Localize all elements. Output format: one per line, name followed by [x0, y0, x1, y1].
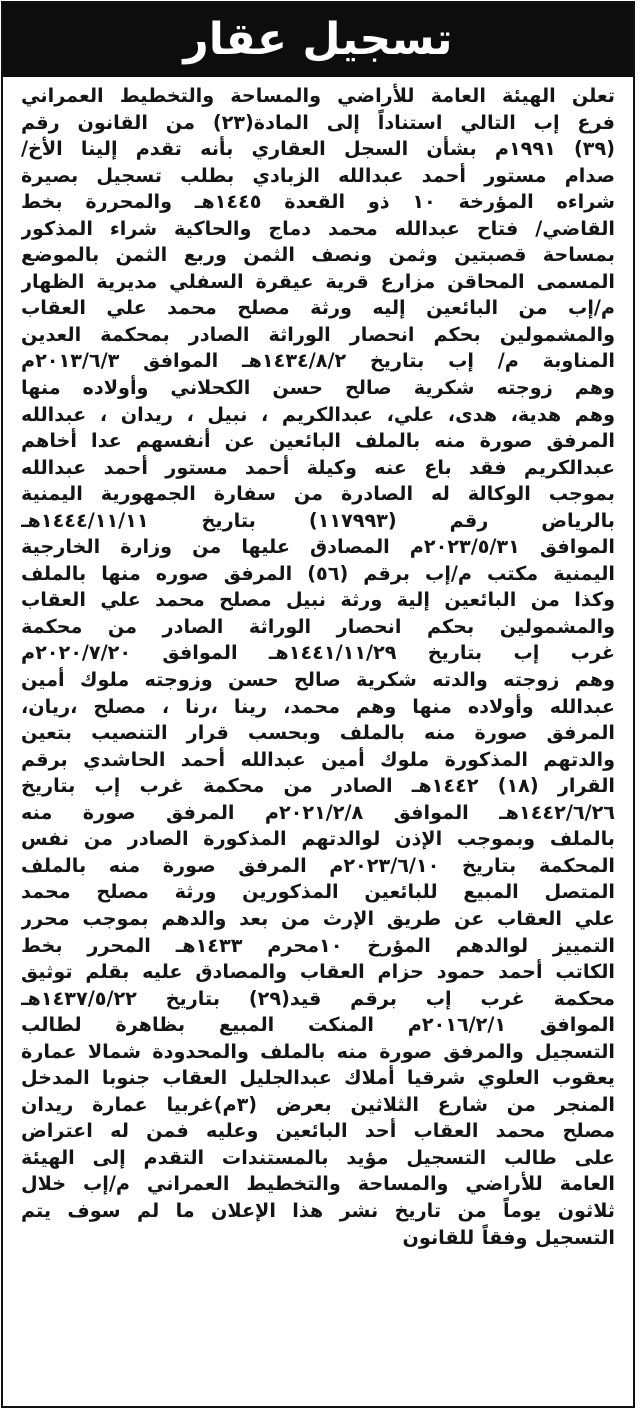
- notice-line: العامة للأراضي والمساحة والتخطيط العمراني م/إب خلال: [21, 1172, 615, 1196]
- notice-line: شراءه المؤرخة ١٠ ذو القعدة ١٤٤٥هـ والمحررة بخط: [21, 190, 615, 214]
- notice-line: المرفق صورة منه بالملف البائعين عن أنفسهم عدا أخاهم: [21, 429, 615, 453]
- notice-line: اليمنية مكتب م/إب برقم (٥٦) المرفق صوره منها بالملف: [21, 561, 615, 585]
- notice-line: غرب إب بتاريخ ١٤٤١/١١/٢٩هـ الموافق ٢٠٢٠/٧/٢٠م: [21, 641, 615, 665]
- notice-line: وهم زوجته شكرية صالح حسن الكحلاني وأولاده منها: [21, 376, 615, 400]
- notice-line: التسجيل والمرفق صورة منه بالملف والمحدودة شمالا عمارة: [21, 1039, 615, 1063]
- notice-line: الكاتب أحمد حمود حزام العقاب والمصادق عليه بقلم توثيق: [21, 960, 615, 984]
- notice-frame: [1, 1, 635, 1408]
- notice-line: المرفق صورة منه بالملف وبحسب قرار التنصيب بتعين: [21, 721, 615, 745]
- notice-line: المناوبة م/ إب بتاريخ ١٤٣٤/٨/٢هـ الموافق ٢٠١٣/٦/٣م: [21, 349, 615, 373]
- title-banner: [3, 3, 633, 77]
- notice-line: يعقوب العلوي شرقيا أملاك عبدالجليل العقاب جنوبا المدخل: [21, 1066, 615, 1090]
- notice-line: والدتهم المذكورة ملوك أمين عبدالله أحمد الحاشدي برقم: [21, 747, 615, 771]
- notice-line: وهم هدية، هدى، علي، عبدالكريم ، نبيل ، ريدان ، عبدالله: [21, 402, 615, 426]
- notice-line: بمساحة قصبتين وثمن ونصف الثمن وربع الثمن بالموضع: [21, 243, 615, 267]
- notice-line: عبدالكريم فقد باع عنه وكيلة أحمد مستور أحمد عبدالله: [21, 455, 615, 479]
- notice-line: القرار (١٨) ١٤٤٢هـ الصادر من محكمة غرب إب بتاريخ: [21, 774, 615, 798]
- notice-title: تسجيل عقار: [183, 14, 453, 65]
- notice-line: بموجب الوكالة له الصادرة من سفارة الجمهورية اليمنية: [21, 482, 615, 506]
- notice-body: [21, 83, 615, 1400]
- notice-line: ١٤٤٢/٦/٢٦هـ الموافق ٢٠٢١/٢/٨م المرفق صورة منه: [21, 800, 615, 824]
- notice-line: الموافق ٢٠٢٣/٥/٣١م المصادق عليها من وزارة الخارجية: [21, 535, 615, 559]
- notice-line: الموافق ٢٠١٦/٢/١م المنكت المبيع بظاهرة لطالب: [21, 1013, 615, 1037]
- notice-line: وهم زوجته والدته شكرية صالح حسن وزوجته ملوك أمين: [21, 668, 615, 692]
- notice-line: القاضي/ فتاح عبدالله محمد دماج والحاكية شراء المذكور: [21, 216, 615, 240]
- notice-line: صدام مستور أحمد عبدالله الزبادي بطلب تسجيل بصيرة: [21, 163, 615, 187]
- notice-line: (٣٩) ١٩٩١م بشأن السجل العقاري بأنه تقدم إلينا الأخ/: [21, 137, 615, 161]
- notice-line: المتصل المبيع للبائعين المذكورين ورثة مصلح محمد: [21, 880, 615, 904]
- notice-line: بالملف وبموجب الإذن لوالدتهم المذكورة الصادر من نفس: [21, 827, 615, 851]
- notice-line: تعلن الهيئة العامة للأراضي والمساحة والتخطيط العمراني: [21, 84, 615, 107]
- notice-line: علي العقاب عن طريق الإرث من بعد والدهم بموجب محرر: [21, 906, 615, 930]
- notice-line: بالرياض رقم (١١٧٩٩٣) بتاريخ ١٤٤٤/١١/١١هـ: [21, 508, 615, 532]
- notice-line: فرع إب التالي استناداً إلى المادة(٢٣) من القانون رقم: [21, 110, 615, 134]
- notice-line: ثلاثون يوماً من تاريخ نشر هذا الإعلان ما لم سوف يتم: [21, 1198, 615, 1222]
- notice-line: التسجيل وفقاً للقانون: [402, 1225, 615, 1249]
- notice-line: المنجر من شارع الثلاثين بعرض (٣م)غربيا عمارة ريدان: [21, 1092, 615, 1116]
- notice-line: عبدالله وأولاده منها وهم محمد، رينا ،رنا ، مصلح ،ريان،: [21, 694, 615, 718]
- notice-line: المسمى المحاقن مزارع قرية عيقرة السفلي مديرية الظهار: [21, 269, 615, 293]
- notice-line: محكمة غرب إب برقم قيد(٢٩) بتاريخ ١٤٣٧/٥/٢٢هـ: [21, 986, 615, 1010]
- notice-line: م/إب من البائعين إليه ورثة مصلح محمد علي العقاب: [21, 296, 615, 320]
- notice-line: مصلح محمد العقاب أحد البائعين وعليه فمن له اعتراض: [21, 1119, 615, 1143]
- notice-line: والمشمولين بحكم انحصار الوراثة الصادر بمحكمة العدين: [21, 322, 615, 346]
- notice-line: على طالب التسجيل مؤيد بالمستندات التقدم إلى الهيئة: [21, 1145, 615, 1169]
- notice-line: وكذا من البائعين إلية ورثة نبيل مصلح محمد علي العقاب: [21, 588, 615, 612]
- notice-line: والمشمولين بحكم انحصار الوراثة الصادر من محكمة: [21, 614, 615, 638]
- notice-line: المحكمة بتاريخ ٢٠٢٣/٦/١٠م المرفق صورة منه بالملف: [21, 853, 615, 877]
- notice-line: التمييز لوالدهم المؤرخ ١٠محرم ١٤٣٣هـ المحرر بخط: [21, 933, 615, 957]
